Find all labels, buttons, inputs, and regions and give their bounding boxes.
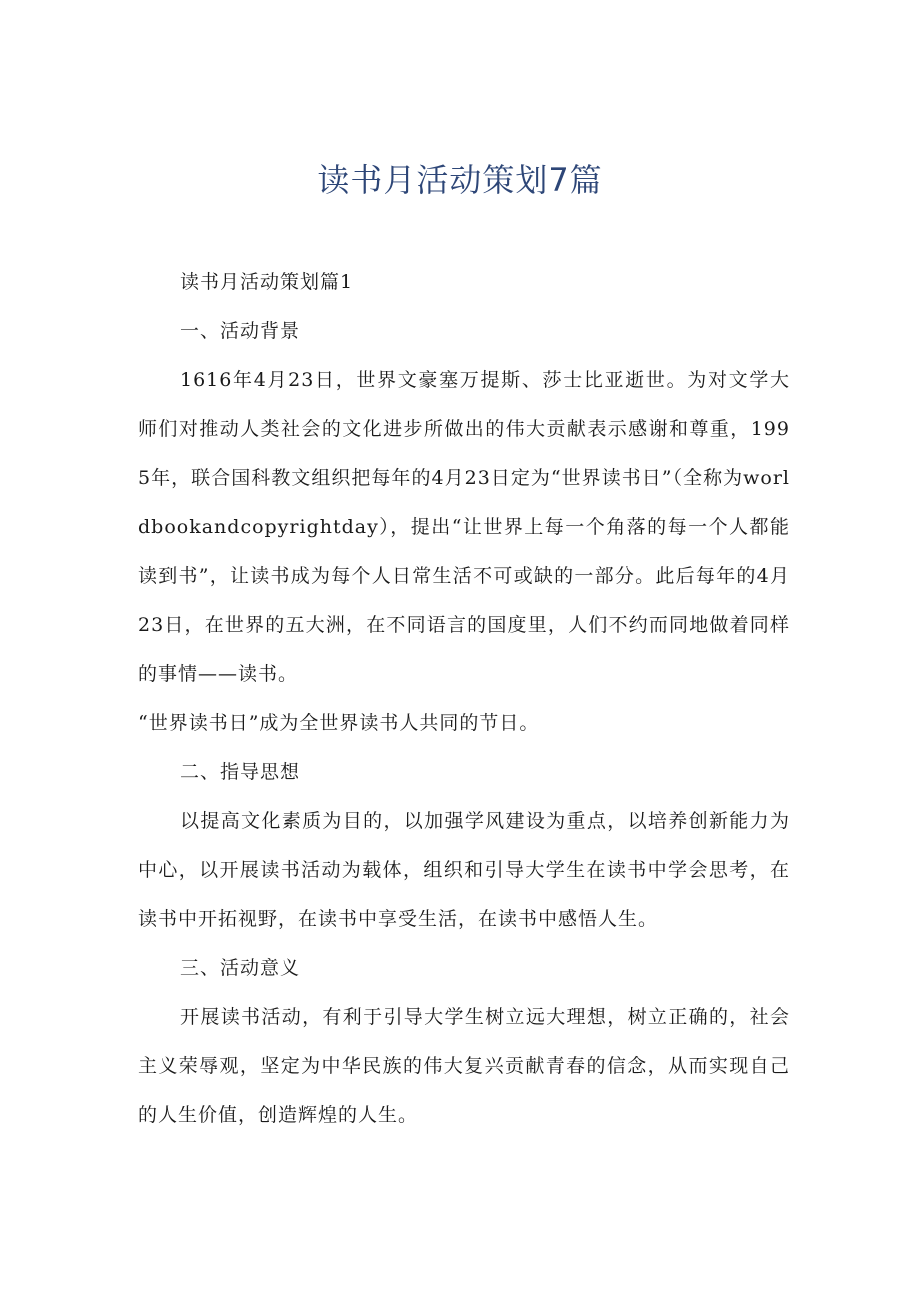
document-title: 读书月活动策划7篇 xyxy=(317,161,603,199)
document-body xyxy=(138,258,790,1140)
section-heading-significance: 三、活动意义 xyxy=(180,957,301,979)
section-heading-part-1: 读书月活动策划篇1 xyxy=(180,271,354,293)
paragraph-world-book-day: “世界读书日”成为全世界读书人共同的节日。 xyxy=(138,712,540,734)
section-heading-background: 一、活动背景 xyxy=(180,320,301,342)
paragraph-guiding-ideology: 以提高文化素质为目的，以加强学风建设为重点，以培养创新能力为中心，以开展读书活动为载体，组织和引导大学生在读书中学会思考，在读书中开拓视野，在读书中享受生活，在读书中感悟人生。 xyxy=(138,810,790,930)
section-heading-guiding-ideology: 二、指导思想 xyxy=(180,761,301,783)
paragraph-significance: 开展读书活动，有利于引导大学生树立远大理想，树立正确的，社会主义荣辱观，坚定为中华民族的伟大复兴贡献青春的信念，从而实现自己的人生价值，创造辉煌的人生。 xyxy=(138,1006,790,1126)
paragraph-background: 1616年4月23日，世界文豪塞万提斯、莎士比亚逝世。为对文学大师们对推动人类社会的文化进步所做出的伟大贡献表示感谢和尊重，1995年，联合国科教文组织把每年的4月23日定为“世界读书日”（全称为worldbookandcopyrightday），提出“让世界上每一个角落的每一个人都能读到书”，让读书成为每个人日常生活不可或缺的一部分。此后每年的4月23日，在世界的五大洲，在不同语言的国度里，人们不约而同地做着同样的事情——读书。 xyxy=(138,369,790,685)
